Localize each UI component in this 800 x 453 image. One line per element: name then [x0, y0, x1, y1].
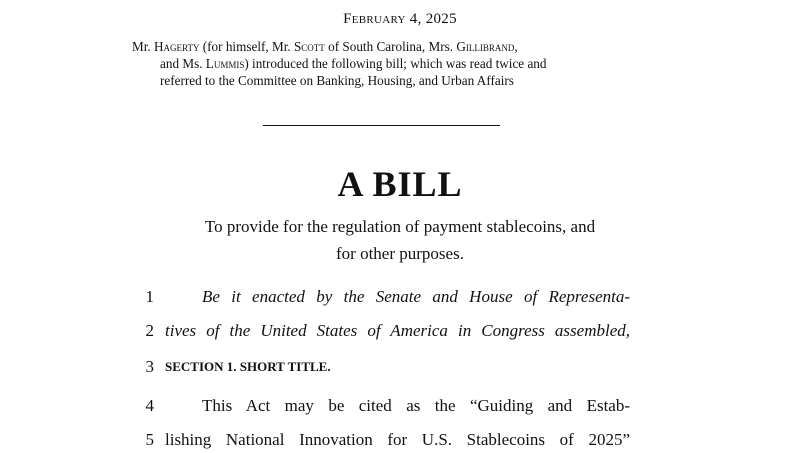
intro-text: and Ms.: [160, 56, 206, 71]
line-text: tives of the United States of America in Congress assembled,: [165, 321, 630, 340]
intro-text: (for himself, Mr.: [199, 39, 294, 54]
purpose-line-1: To provide for the regulation of payment stablecoins, and: [204, 217, 596, 236]
line-text: lishing National Innovation for U.S. Stablecoins of 2025”: [165, 430, 630, 449]
cosponsor-name: Scott: [293, 39, 325, 54]
line-number: 1: [145, 287, 154, 306]
line-number: 2: [145, 321, 154, 340]
intro-line-2: [132, 55, 642, 72]
intro-line-1: [132, 38, 642, 55]
purpose-line-2: for other purposes.: [336, 244, 464, 263]
bill-purpose: [0, 213, 800, 267]
cosponsor-name: Lummis: [205, 56, 245, 71]
section-heading: SECTION 1. SHORT TITLE.: [165, 359, 331, 374]
line-number: 3: [145, 357, 154, 376]
intro-text: Mr.: [132, 39, 154, 54]
intro-text: of South Carolina, Mrs.: [324, 39, 457, 54]
divider-rule: [263, 125, 500, 126]
sponsor-introduction: [132, 38, 642, 89]
intro-text: ,: [514, 39, 518, 54]
bill-line: [0, 393, 800, 419]
bill-line: [0, 318, 800, 344]
line-text: Be it enacted by the Senate and House of Representa-: [202, 287, 630, 306]
bill-line: [0, 354, 800, 380]
line-number: 5: [145, 430, 154, 449]
bill-line: [0, 427, 800, 453]
line-number: 4: [145, 396, 154, 415]
bill-date: February 4, 2025: [343, 11, 457, 27]
intro-line-3: referred to the Committee on Banking, Housing, and Urban Affairs: [160, 73, 514, 88]
cosponsor-name: Gillibrand: [456, 39, 515, 54]
intro-text: ) introduced the following bill; which was read twice and: [244, 56, 547, 71]
bill-line: [0, 284, 800, 310]
sponsor-name: Hagerty: [153, 39, 200, 54]
bill-title: A BILL: [337, 164, 463, 204]
line-text: This Act may be cited as the “Guiding and Estab-: [202, 396, 630, 415]
